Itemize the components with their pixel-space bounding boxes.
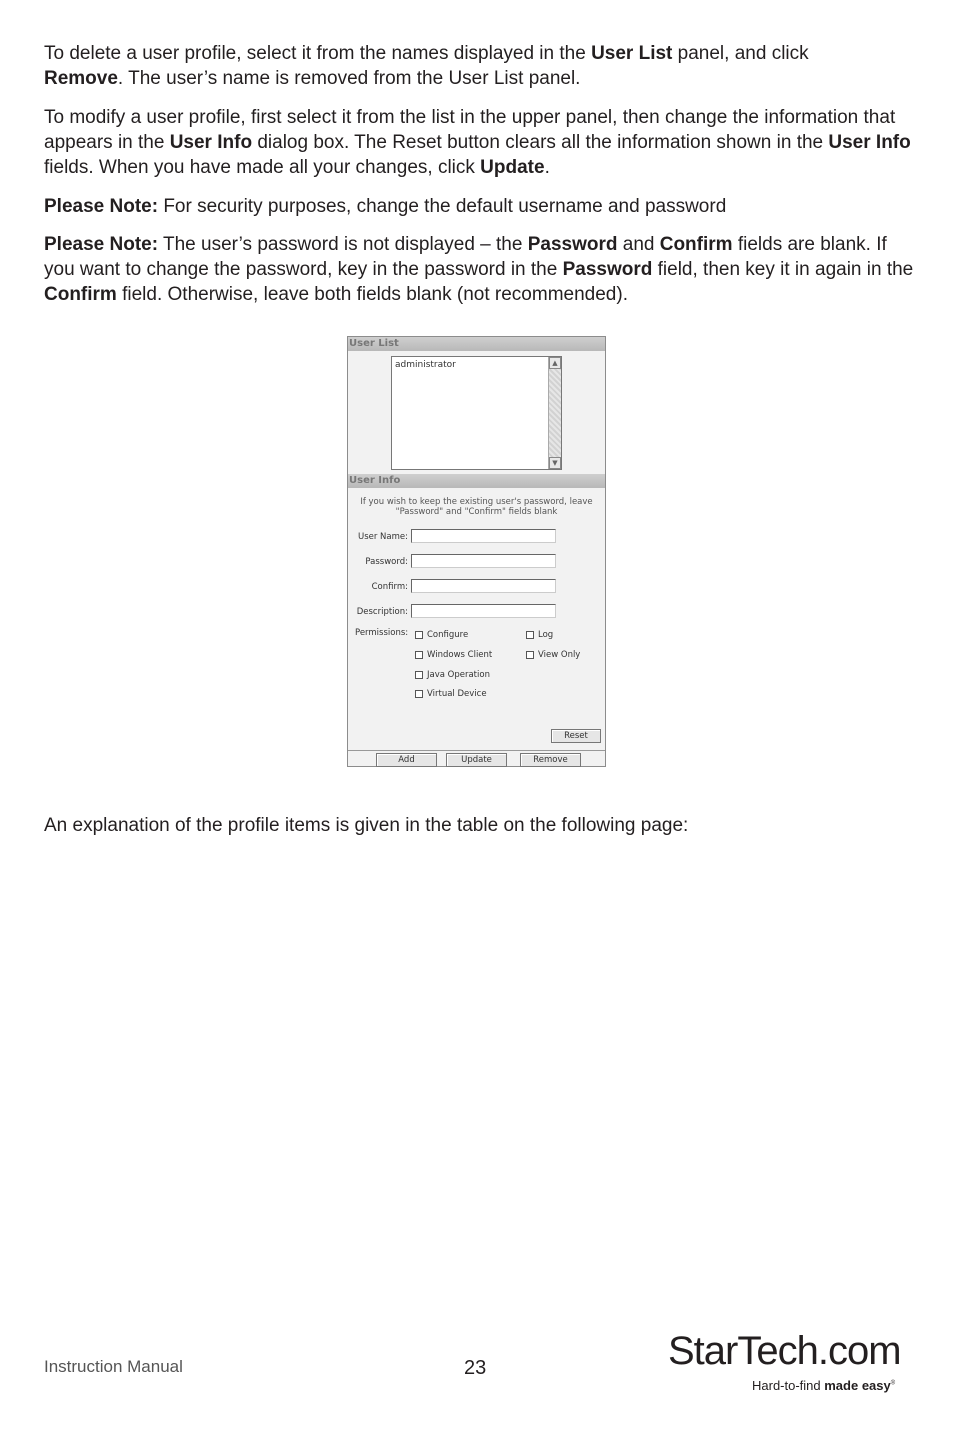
perm-log[interactable] <box>526 630 553 640</box>
text: . The user’s name is removed from the User List panel. <box>117 68 581 89</box>
checkbox[interactable] <box>526 651 534 659</box>
password-field[interactable] <box>411 554 556 568</box>
paragraph-note-password <box>44 232 914 307</box>
bold-text: Remove <box>44 68 118 89</box>
user-list-header: User List <box>348 337 605 351</box>
text: field. Otherwise, leave both fields blank (not recommended). <box>116 284 628 305</box>
password-label: Password: <box>365 557 408 567</box>
checkbox-label: View Only <box>538 650 581 660</box>
logo-tagline <box>752 1378 895 1393</box>
registered-icon: ® <box>890 1380 896 1387</box>
text: panel, and click <box>672 43 809 64</box>
perm-java-operation[interactable] <box>415 670 490 680</box>
list-item[interactable]: administrator <box>395 360 456 370</box>
paragraph-explanation: An explanation of the profile items is given in the table on the following page: <box>44 815 689 836</box>
divider <box>348 750 605 751</box>
description-field[interactable] <box>411 604 556 618</box>
scroll-down-icon[interactable]: ▼ <box>549 457 561 469</box>
text: To modify a user profile, first select it from the list in the upper panel, then change the information that appears in the <box>44 107 896 153</box>
bold-text: Confirm <box>44 284 117 305</box>
scroll-up-icon[interactable]: ▲ <box>549 357 561 369</box>
add-button[interactable]: Add <box>376 753 437 767</box>
checkbox[interactable] <box>526 631 534 639</box>
tagline-bold: made easy <box>824 1378 891 1393</box>
checkbox[interactable] <box>415 690 423 698</box>
bold-text: Password <box>527 234 618 255</box>
user-management-screenshot <box>347 336 606 767</box>
username-field[interactable] <box>411 529 556 543</box>
perm-view-only[interactable] <box>526 650 580 660</box>
tagline-plain: Hard-to-find <box>752 1378 825 1393</box>
bold-text: Please Note: <box>44 196 159 217</box>
listbox-scrollbar[interactable] <box>548 357 561 469</box>
checkbox-label: Java Operation <box>427 670 490 680</box>
logo-wordmark <box>668 1328 901 1374</box>
perm-configure[interactable] <box>415 630 468 640</box>
checkbox-label: Configure <box>427 630 469 640</box>
text: For security purposes, change the default username and password <box>158 196 727 217</box>
checkbox[interactable] <box>415 651 423 659</box>
remove-button[interactable]: Remove <box>520 753 581 767</box>
bold-text: Please Note: <box>44 234 159 255</box>
perm-windows-client[interactable] <box>415 650 492 660</box>
reset-button[interactable]: Reset <box>551 729 601 743</box>
bold-text: Password <box>562 259 653 280</box>
paragraph-modify-profile <box>44 105 914 180</box>
checkbox-label: Log <box>538 630 554 640</box>
footer-manual-label: Instruction Manual <box>44 1357 183 1376</box>
logo-com: .com <box>817 1329 901 1373</box>
bold-text: User Info <box>169 132 253 153</box>
password-note: If you wish to keep the existing user's password, leave "Password" and "Confirm" fields blank <box>360 497 593 517</box>
startech-logo <box>668 1328 918 1398</box>
checkbox-label: Virtual Device <box>427 689 487 699</box>
bold-text: Confirm <box>659 234 733 255</box>
text: fields are blank. If you want to change the password, key in the password in the <box>44 234 887 280</box>
checkbox[interactable] <box>415 631 423 639</box>
checkbox-label: Windows Client <box>427 650 493 660</box>
text: field, then key it in again in the <box>652 259 914 280</box>
user-info-header: User Info <box>348 474 605 488</box>
perm-virtual-device[interactable] <box>415 689 487 699</box>
text: To delete a user profile, select it from the names displayed in the <box>44 43 592 64</box>
checkbox[interactable] <box>415 671 423 679</box>
text: fields. When you have made all your changes, click <box>44 157 481 178</box>
text: . <box>544 157 550 178</box>
text: The user’s password is not displayed – the <box>158 234 528 255</box>
description-label: Description: <box>356 607 408 617</box>
paragraph-delete-profile <box>44 41 914 91</box>
bold-text: User List <box>591 43 673 64</box>
text: and <box>617 234 660 255</box>
logo-brand: StarTech <box>668 1329 818 1373</box>
page-number: 23 <box>464 1357 487 1379</box>
confirm-field[interactable] <box>411 579 556 593</box>
paragraph-note-security <box>44 194 914 219</box>
text: dialog box. The Reset button clears all the information shown in the <box>252 132 829 153</box>
confirm-label: Confirm: <box>371 582 408 592</box>
user-listbox[interactable] <box>391 356 562 470</box>
update-button[interactable]: Update <box>446 753 507 767</box>
username-label: User Name: <box>357 532 408 542</box>
permissions-label: Permissions: <box>355 628 409 638</box>
bold-text: User Info <box>828 132 911 153</box>
bold-text: Update <box>480 157 545 178</box>
